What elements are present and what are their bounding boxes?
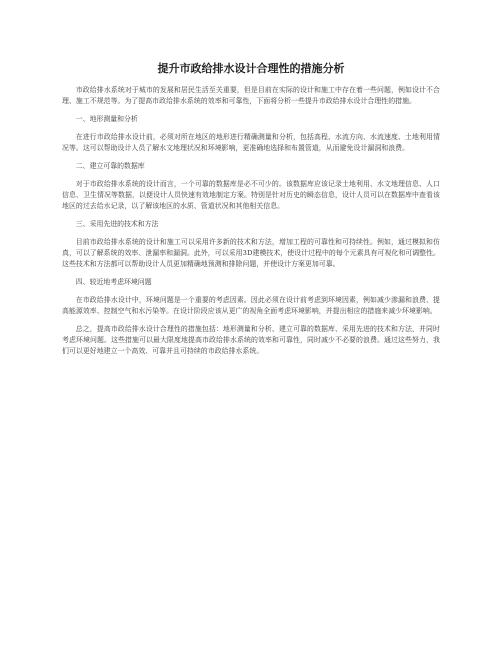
section-2-heading: 二、建立可靠的数据库 <box>75 162 145 170</box>
section-3-heading: 三、采用先进的技术和方法 <box>75 220 159 228</box>
section-4-body: 在市政给排水设计中，环境问题是一个重要的考虑因素。因此必须在设计前考虑到环境因素，例如减少渗漏和浪费、提高能源效率、控制空气和水污染等。在设计阶段应该从更广的视角全面考虑环境影响，并提出相应的措施来减少环境影响。 <box>62 296 440 315</box>
document-page <box>62 62 440 364</box>
conclusion-paragraph: 总之，提高市政给排水设计合理性的措施包括：地形测量和分析、建立可靠的数据库、采用先进的技术和方法，并同时考虑环境问题。这些措施可以最大限度地提高市政给排水系统的效率和可靠性，同时减少不必要的浪费。通过这些努力，我们可以更好地建立一个高效、可靠并且可持续的市政给排水系统。 <box>62 325 440 355</box>
section-1-heading: 一、地形测量和分析 <box>75 115 138 123</box>
section-1-body: 在进行市政给排水设计前，必须对所在地区的地形进行精确测量和分析，包括高程、水流方向、水流速度、土地利用情况等。这可以帮助设计人员了解水文地理状况和环境影响，更准确地选择和布置管道，从而避免设计漏洞和浪费。 <box>62 133 440 152</box>
section-3-body: 目前市政给排水系统的设计和施工可以采用许多新的技术和方法，增加工程的可靠性和可持续性。例如，通过模拟和仿真，可以了解系统的效率、泄漏率和漏洞。此外，可以采用3D建模技术，使设计过程中的每个元素具有可视化和可调整性。这些技术和方法都可以帮助设计人员更加精确地预测和排除问题，并使设计方案更加可靠。 <box>62 238 440 268</box>
document-title: 提升市政给排水设计合理性的措施分析 <box>157 62 345 75</box>
intro-paragraph: 市政给排水系统对于城市的发展和居民生活至关重要，但是目前在实际的设计和施工中存在着一些问题，例如设计不合理、施工不规范等。为了提高市政给排水系统的效率和可靠性，下面将分析一些提升市政给排水设计合理性的措施。 <box>62 86 440 105</box>
section-4-heading: 四、较近地考虑环境问题 <box>75 278 152 286</box>
section-2-body: 对于市政给排水系统的设计而言，一个可靠的数据库是必不可少的。该数据库应该记录土地利用、水文地理信息、人口信息、卫生情况等数据，以便设计人员快速有效地制定方案。特别是针对历史的瞬态信息，设计人员可以在数据库中查看该地区的过去给水记录，以了解该地区的水质、管道状况和其他相关信息。 <box>62 180 440 210</box>
